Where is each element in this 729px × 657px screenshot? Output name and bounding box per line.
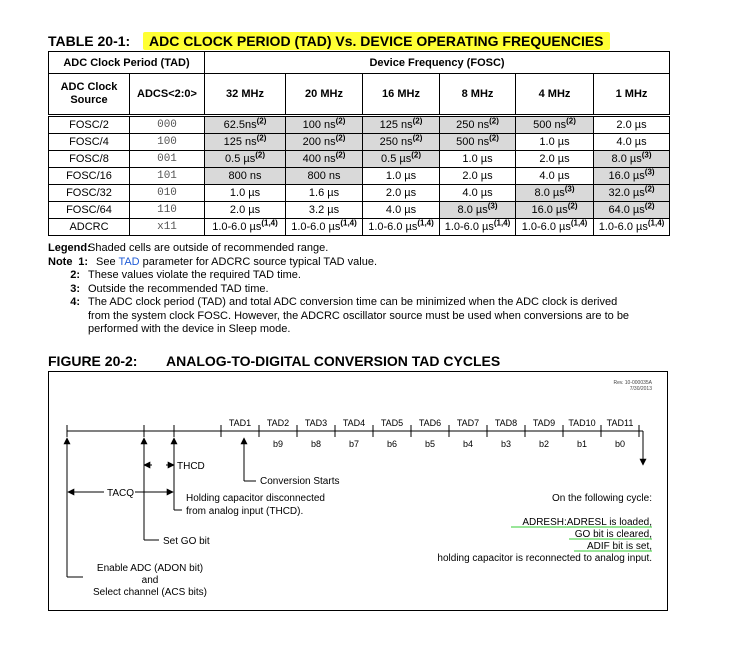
timing-diagram-svg	[49, 372, 669, 612]
hold-label-line1: Holding capacitor disconnected	[186, 493, 325, 504]
figure-title-text: ANALOG-TO-DIGITAL CONVERSION TAD CYCLES	[166, 353, 501, 369]
cell-value: 250 $ns^{(2)}$	[440, 116, 516, 134]
cell-source: FOSC/16	[49, 168, 130, 185]
cell-value: 800 ns	[205, 168, 286, 185]
cell-value: 125 $ns^{(2)}$	[205, 134, 286, 151]
col-header-freq: 20 MHz	[286, 74, 363, 116]
table-row	[49, 151, 670, 168]
cell-source: FOSC/4	[49, 134, 130, 151]
cell-adcs: 001	[130, 151, 205, 168]
table-row	[49, 202, 670, 219]
cell-value: 1.0 µs	[516, 134, 594, 151]
cell-footnote: (1,4)	[647, 218, 665, 228]
enable-label-line3: Select channel (ACS bits)	[93, 587, 207, 598]
tad-label: TAD5	[380, 418, 404, 428]
adc-clock-table	[48, 51, 670, 236]
cell-value: 200 $ns^{(2)}$	[286, 134, 363, 151]
cell-footnote: (2)	[335, 133, 346, 143]
bit-label: b8	[310, 439, 322, 449]
cell-value: 3.2 µs	[286, 202, 363, 219]
cell-footnote: (2)	[256, 133, 267, 143]
note-label: Note	[48, 255, 73, 268]
cell-value: 0.5 µs$^{(2)}$	[205, 151, 286, 168]
cell-value: 8.0 µs$^{(3)}$	[516, 185, 594, 202]
cell-footnote: (2)	[412, 133, 423, 143]
cell-footnote: (2)	[489, 133, 499, 143]
cell-adcs: 101	[130, 168, 205, 185]
cell-value: 1.0-6.0 µs$^{(1,4)}$	[516, 219, 594, 236]
tad-label: TAD8	[494, 418, 518, 428]
note-1-number: 1:	[78, 255, 88, 268]
bit-label: b5	[424, 439, 436, 449]
set-go-label: Set GO bit	[163, 536, 210, 547]
cell-source: FOSC/64	[49, 202, 130, 219]
col-header-freq: 1 MHz	[594, 74, 670, 116]
cell-value: 1.0 µs	[205, 185, 286, 202]
table-row	[49, 168, 670, 185]
tad-cycles	[221, 418, 639, 449]
note-3-number: 3:	[70, 282, 80, 295]
cell-value: 250 $ns^{(2)}$	[363, 134, 440, 151]
bit-label: b3	[500, 439, 512, 449]
cell-value: 16.0 µs$^{(2)}$	[516, 202, 594, 219]
cell-adcs: 100	[130, 134, 205, 151]
legend-label: Legend:	[48, 242, 91, 254]
cell-source: FOSC/8	[49, 151, 130, 168]
tad-label: TAD9	[532, 418, 556, 428]
tad-label: TAD10	[568, 418, 596, 428]
legend-text: Shaded cells are outside of recommended range.	[88, 242, 329, 254]
table-number: TABLE 20-1:	[48, 33, 131, 49]
rev-number: Rev. 10-000035A	[613, 380, 652, 386]
cell-footnote: (3)	[564, 184, 575, 194]
table-row	[49, 219, 670, 236]
note-4-number: 4:	[70, 296, 80, 308]
cell-footnote: (1,4)	[493, 218, 511, 228]
cell-footnote: (3)	[487, 201, 498, 211]
cell-value: 125 $ns^{(2)}$	[363, 116, 440, 134]
cell-footnote: (2)	[255, 150, 265, 160]
enable-label-line2: and	[141, 575, 159, 586]
tad-link[interactable]: TAD	[118, 255, 140, 268]
cell-footnote: (1,4)	[261, 218, 278, 228]
tacq-label: TACQ	[107, 488, 135, 499]
cell-footnote: (1,4)	[417, 218, 434, 228]
col-header-freq: 16 MHz	[363, 74, 440, 116]
cell-value: 8.0 µs$^{(3)}$	[440, 202, 516, 219]
group-header-clock-period: ADC Clock Period (TAD)	[49, 52, 205, 74]
table-row	[49, 116, 670, 134]
cell-adcs: 000	[130, 116, 205, 134]
cell-value: 2.0 µs	[594, 116, 670, 134]
cell-adcs: x11	[130, 219, 205, 236]
cell-value: 1.0-6.0 µs$^{(1,4)}$	[363, 219, 440, 236]
tad-label: TAD6	[418, 418, 442, 428]
tad-label: TAD11	[606, 418, 634, 428]
cell-value: $62.5ns^{(2)}$	[205, 116, 286, 134]
note-1-text: See TAD parameter for ADCRC source typical TAD value.	[96, 255, 378, 268]
cell-value: 1.0-6.0 µs$^{(1,4)}$	[440, 219, 516, 236]
cell-source: FOSC/2	[49, 116, 130, 134]
table-row	[49, 134, 670, 151]
cell-footnote: (2)	[644, 201, 655, 211]
cell-source: FOSC/32	[49, 185, 130, 202]
cell-footnote: (2)	[567, 201, 578, 211]
table-row	[49, 185, 670, 202]
col-header-adcs: ADCS<2:0>	[130, 74, 205, 116]
cell-value: 500 $ns^{(2)}$	[440, 134, 516, 151]
thcd-label: THCD	[177, 461, 205, 472]
col-header-freq: 8 MHz	[440, 74, 516, 116]
bit-label: b6	[386, 439, 398, 449]
result-line2: GO bit is cleared,	[574, 529, 652, 540]
cell-value: 4.0 µs	[363, 202, 440, 219]
cell-footnote: (2)	[335, 116, 346, 126]
cell-value: 1.0-6.0 µs$^{(1,4)}$	[286, 219, 363, 236]
cell-value: 2.0 µs	[516, 151, 594, 168]
result-line3: ADIF bit is set,	[586, 541, 652, 552]
cell-footnote: (3)	[644, 167, 655, 177]
table-notes	[48, 242, 678, 337]
cell-value: 1.0-6.0 µs$^{(1,4)}$	[205, 219, 286, 236]
timing-diagram	[48, 371, 668, 611]
cell-value: 2.0 µs	[205, 202, 286, 219]
cell-footnote: (2)	[644, 184, 655, 194]
cell-footnote: (2)	[412, 116, 423, 126]
cell-value: 800 ns	[286, 168, 363, 185]
tad-label: TAD1	[228, 418, 252, 428]
cell-footnote: (2)	[411, 150, 421, 160]
cell-value: 4.0 µs	[440, 185, 516, 202]
cell-value: 8.0 µs$^{(3)}$	[594, 151, 670, 168]
cell-value: 4.0 µs	[516, 168, 594, 185]
cell-value: 1.0 µs	[440, 151, 516, 168]
bit-label: b9	[272, 439, 284, 449]
bit-label: b1	[576, 439, 588, 449]
col-header-source: ADC Clock Source	[49, 74, 130, 116]
result-line4: holding capacitor is reconnected to analog input.	[437, 553, 652, 564]
cell-footnote: (1,4)	[340, 218, 357, 228]
cell-value: 1.0-6.0 µs$^{(1,4)}$	[594, 219, 670, 236]
note-3-text: Outside the recommended TAD time.	[88, 282, 269, 295]
figure-number: FIGURE 20-2:	[48, 353, 138, 369]
cell-value: 100 $ns^{(2)}$	[286, 116, 363, 134]
cell-footnote: (2)	[335, 150, 346, 160]
cell-value: 64.0 µs$^{(2)}$	[594, 202, 670, 219]
col-header-freq: 32 MHz	[205, 74, 286, 116]
table-title-text: ADC CLOCK PERIOD (TAD) Vs. DEVICE OPERATING FREQUENCIES	[143, 32, 610, 50]
col-header-freq: 4 MHz	[516, 74, 594, 116]
bit-label: b0	[614, 439, 626, 449]
note-4-text: The ADC clock period (TAD) and total ADC conversion time can be minimized when the ADC clock is derived from the system clock FOSC. However, the ADCRC oscillator source must be used when conversions are to be performed with the device in Sleep mode.	[88, 296, 630, 335]
table-title	[48, 33, 610, 49]
cell-adcs: 110	[130, 202, 205, 219]
cell-adcs: 010	[130, 185, 205, 202]
cell-source: ADCRC	[49, 219, 130, 236]
following-cycle-label: On the following cycle:	[551, 493, 652, 504]
tad-label: TAD4	[342, 418, 366, 428]
cell-footnote: (2)	[489, 116, 499, 126]
cell-value: 400 $ns^{(2)}$	[286, 151, 363, 168]
tad-label: TAD2	[266, 418, 290, 428]
bit-label: b2	[538, 439, 550, 449]
bit-label: b7	[348, 439, 360, 449]
enable-label-line1: Enable ADC (ADON bit)	[96, 563, 204, 574]
tad-label: TAD3	[304, 418, 328, 428]
hold-label-line2: from analog input (THCD).	[186, 506, 304, 517]
result-line1: ADRESH:ADRESL is loaded,	[522, 517, 652, 528]
cell-value: 0.5 µs$^{(2)}$	[363, 151, 440, 168]
cell-footnote: (2)	[256, 116, 267, 126]
note-2-number: 2:	[70, 269, 80, 281]
cell-footnote: (1,4)	[570, 218, 588, 228]
cell-footnote: (3)	[641, 150, 652, 160]
cell-value: 1.6 µs	[286, 185, 363, 202]
conversion-starts-label: Conversion Starts	[260, 476, 340, 487]
note-2-text: These values violate the required TAD time.	[88, 269, 301, 281]
group-header-device-frequency: Device Frequency (FOSC)	[205, 52, 670, 74]
tad-label: TAD7	[456, 418, 480, 428]
cell-value: 16.0 µs$^{(3)}$	[594, 168, 670, 185]
cell-footnote: (2)	[566, 116, 576, 126]
figure-title	[48, 353, 500, 369]
cell-value: 500 $ns^{(2)}$	[516, 116, 594, 134]
rev-date: 7/30/2013	[629, 386, 652, 392]
cell-value: 1.0 µs	[363, 168, 440, 185]
bit-label: b4	[462, 439, 474, 449]
cell-value: 4.0 µs	[594, 134, 670, 151]
cell-value: 2.0 µs	[363, 185, 440, 202]
cell-value: 2.0 µs	[440, 168, 516, 185]
cell-value: 32.0 µs$^{(2)}$	[594, 185, 670, 202]
